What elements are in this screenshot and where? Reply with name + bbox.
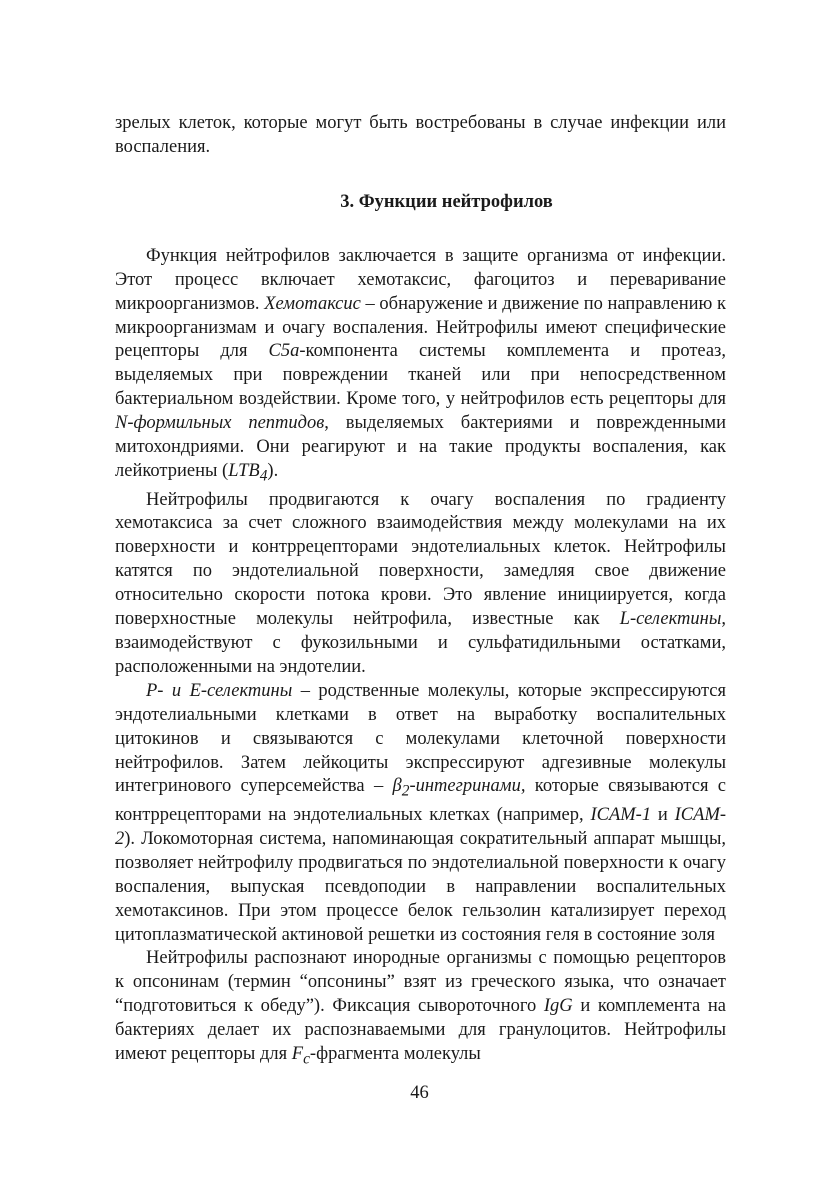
page-number: 46 bbox=[410, 1083, 429, 1103]
paragraph-opsonins: Нейтрофилы распознают инородные организмы с помощью рецепторов к опсонинам (термин “опсонины” взят из греческого языка, что означает “подготовиться к обеду”). Фиксация сывороточного IgG и комплемента на бактериях делает их распознаваемыми для гранулоцитов. Нейтрофилы имеют рецепторы для $F_c$-фрагмента молекулы bbox=[115, 948, 727, 1068]
paragraph-chemotaxis-gradient: Нейтрофилы продвигаются к очагу воспаления по градиенту хемотаксиса за счет сложного взаимодействия между молекулами на их поверхности и контррецепторами эндотелиальных клеток. Нейтрофилы катятся по эндотелиальной поверхности, замедляя свое движение относительно скорости потока крови. Это явление инициируется, когда поверхностные молекулы нейтрофила, известные как L-селектины, взаимодействуют с фукозильными и сульфатидильными остатками, расположенными на эндотелии. bbox=[115, 489, 726, 677]
paragraph-selectins: P- и E-селектины – родственные молекулы, которые экспрессируются эндотелиальными клетками в ответ на выработку воспалительных цитокинов и связываются с молекулами клеточной поверхности нейтрофилов. Затем лейкоциты экспрессируют адгезивные молекулы интегринового суперсемейства – $\beta_2$-интегринами, которые связываются с контррецепторами на эндотелиальных клетках (например, ICAM-1 и ICAM-2). Локомоторная система, напоминающая сократительный аппарат мышцы, позволяет нейтрофилу продвигаться по эндотелиальной поверхности к очагу воспаления, выпуская псевдоподии в направлении воспалительных хемотаксинов. При этом процессе белок гельзолин катализирует переход цитоплазматической актиновой решетки из состояния геля в состояние золя bbox=[115, 680, 727, 945]
paragraph-neutrophil-function: Функция нейтрофилов заключается в защите организма от инфекции. Этот процесс включает хемотаксис, фагоцитоз и переваривание микроорганизмов. Хемотаксис – обнаружение и движение по направлению к микроорганизмам и очагу воспаления. Нейтрофилы имеют специфические рецепторы для C5a-компонента системы комплемента и протеаз, выделяемых при повреждении тканей или при непосредственном бактериальном воздействии. Кроме того, у нейтрофилов есть рецепторы для N-формильных пептидов, выделяемых бактериями и поврежденными митохондриями. Они реагируют и на такие продукты воспаления, как лейкотриены $(LTB_4)$. bbox=[115, 245, 727, 485]
section-heading: 3. Функции нейтрофилов bbox=[340, 191, 553, 212]
paragraph-continuation: зрелых клеток, которые могут быть востребованы в случае инфекции или воспаления. bbox=[115, 113, 726, 157]
page-body bbox=[115, 112, 726, 1072]
